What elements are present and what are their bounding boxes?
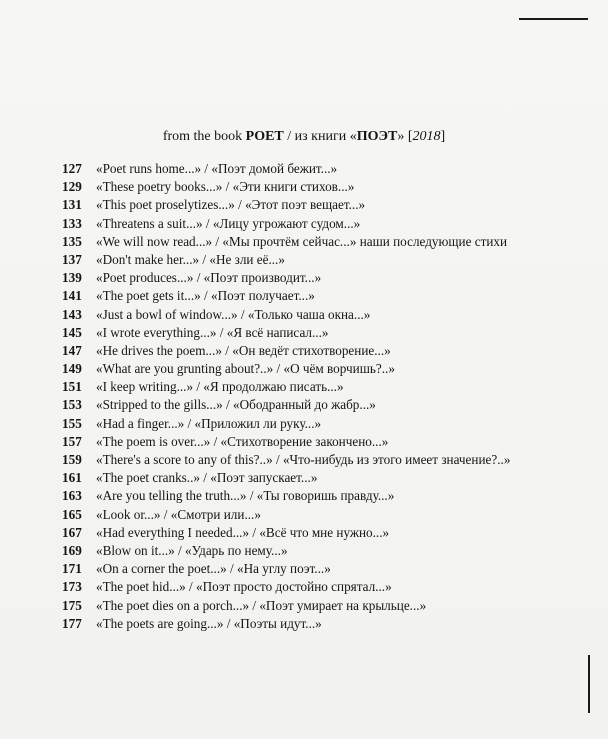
toc-entry-title: «Had a finger...» / «Приложил ли руку...» bbox=[96, 415, 322, 431]
toc-entry bbox=[62, 378, 582, 396]
toc-entry-title: «Don't make her...» / «Не зли её...» bbox=[96, 251, 285, 267]
toc-page-number: 175 bbox=[62, 597, 82, 613]
toc-page-number: 163 bbox=[62, 488, 82, 504]
heading-year: 2018 bbox=[412, 129, 441, 144]
top-margin-rule bbox=[519, 18, 588, 20]
toc-page-number: 171 bbox=[62, 561, 82, 577]
toc-entry-title: «Are you telling the truth...» / «Ты говоришь правду...» bbox=[96, 488, 395, 504]
toc-page-number: 157 bbox=[62, 433, 82, 449]
toc-page-number: 143 bbox=[62, 306, 82, 322]
section-heading bbox=[0, 128, 608, 146]
toc-page-number: 147 bbox=[62, 342, 82, 358]
toc-page-number: 167 bbox=[62, 524, 82, 540]
toc-entry bbox=[62, 233, 582, 251]
toc-entry-title: «What are you grunting about?..» / «О чём ворчишь?..» bbox=[96, 361, 395, 377]
heading-title-en: POET bbox=[245, 129, 284, 144]
toc-entry bbox=[62, 306, 582, 324]
toc-entry bbox=[62, 615, 582, 633]
toc-page-number: 135 bbox=[62, 233, 82, 249]
toc-page-number: 131 bbox=[62, 197, 82, 213]
toc-entry bbox=[62, 287, 582, 305]
toc-entry bbox=[62, 542, 582, 560]
toc-page-number: 151 bbox=[62, 379, 82, 395]
toc-entry bbox=[62, 396, 582, 414]
toc-page-number: 149 bbox=[62, 361, 82, 377]
toc-entry-title: «There's a score to any of this?..» / «Что-нибудь из этого имеет значение?..» bbox=[96, 452, 511, 467]
toc-entry bbox=[62, 578, 582, 596]
toc-entry-title: «Had everything I needed...» / «Всё что мне нужно...» bbox=[96, 524, 390, 540]
toc-entry-title: «The poets are going...» / «Поэты идут...» bbox=[96, 615, 322, 631]
toc-entry-title: «The poet gets it...» / «Поэт получает...» bbox=[96, 288, 315, 304]
toc-entry bbox=[62, 524, 582, 542]
toc-entry-title: «Blow on it...» / «Ударь по нему...» bbox=[96, 542, 288, 558]
toc-entry bbox=[62, 251, 582, 269]
toc-entry bbox=[62, 269, 582, 287]
toc-page-number: 159 bbox=[62, 452, 82, 467]
toc-page-number: 129 bbox=[62, 179, 82, 195]
toc-entry-title: «The poet hid...» / «Поэт просто достойно спрятал...» bbox=[96, 579, 392, 595]
toc-entry-title: «The poet dies on a porch...» / «Поэт умирает на крыльце...» bbox=[96, 597, 427, 613]
toc-entry-title: «I wrote everything...» / «Я всё написал...» bbox=[96, 324, 329, 340]
toc-entry-title: «Poet runs home...» / «Поэт домой бежит...» bbox=[96, 161, 338, 176]
toc-entry bbox=[62, 324, 582, 342]
toc-page-number: 169 bbox=[62, 542, 82, 558]
toc-entry-title: «Look or...» / «Смотри или...» bbox=[96, 506, 261, 522]
toc-page-number: 127 bbox=[62, 161, 82, 176]
toc-entry-title: «The poem is over...» / «Стихотворение закончено...» bbox=[96, 433, 389, 449]
toc-entry-title: «He drives the poem...» / «Он ведёт стихотворение...» bbox=[96, 342, 391, 358]
toc-entry-title: «I keep writing...» / «Я продолжаю писать...» bbox=[96, 379, 344, 395]
toc-entry-title: «On a corner the poet...» / «На углу поэт...» bbox=[96, 561, 331, 577]
heading-middle: / из книги « bbox=[283, 129, 357, 144]
toc-page-number: 161 bbox=[62, 470, 82, 486]
toc-entry bbox=[62, 433, 582, 451]
toc-page-number: 177 bbox=[62, 615, 82, 631]
toc-entry-title: «We will now read...» / «Мы прочтём сейчас...» наши последующие стихи bbox=[96, 233, 508, 249]
toc-entry bbox=[62, 360, 582, 378]
heading-suffix-close: ] bbox=[440, 129, 446, 144]
heading-suffix-open: » [ bbox=[397, 129, 413, 144]
toc-page-number: 153 bbox=[62, 397, 82, 413]
toc-page-number: 155 bbox=[62, 415, 82, 431]
toc-entry-title: «These poetry books...» / «Эти книги стихов...» bbox=[96, 179, 355, 195]
toc-entry-title: «Poet produces...» / «Поэт производит...» bbox=[96, 270, 322, 286]
toc-entry bbox=[62, 196, 582, 214]
toc-entry-title: «Just a bowl of window...» / «Только чаша окна...» bbox=[96, 306, 371, 322]
toc-entry bbox=[62, 342, 582, 360]
toc-entry bbox=[62, 415, 582, 433]
right-margin-rule bbox=[588, 655, 590, 713]
toc-entry bbox=[62, 160, 582, 178]
toc-page-number: 139 bbox=[62, 270, 82, 286]
toc-entry-title: «Stripped to the gills...» / «Ободранный до жабр...» bbox=[96, 397, 376, 413]
toc-page-number: 137 bbox=[62, 251, 82, 267]
toc-page-number: 145 bbox=[62, 324, 82, 340]
toc-entry bbox=[62, 560, 582, 578]
toc-entry-title: «Threatens a suit...» / «Лицу угрожают судом...» bbox=[96, 215, 361, 231]
toc-entry bbox=[62, 469, 582, 487]
toc-entry bbox=[62, 506, 582, 524]
heading-prefix: from the book bbox=[162, 129, 246, 144]
toc-page-number: 173 bbox=[62, 579, 82, 595]
toc-entry bbox=[62, 451, 582, 469]
toc-entry bbox=[62, 597, 582, 615]
toc-entry bbox=[62, 215, 582, 233]
heading-title-ru: ПОЭТ bbox=[356, 129, 398, 144]
toc-page-number: 141 bbox=[62, 288, 82, 304]
toc-page-number: 133 bbox=[62, 215, 82, 231]
table-of-contents bbox=[62, 160, 582, 633]
toc-entry-title: «The poet cranks..» / «Поэт запускает...» bbox=[96, 470, 318, 486]
toc-entry bbox=[62, 178, 582, 196]
toc-entry bbox=[62, 487, 582, 505]
toc-page-number: 165 bbox=[62, 506, 82, 522]
toc-entry-title: «This poet proselytizes...» / «Этот поэт вещает...» bbox=[96, 197, 366, 213]
